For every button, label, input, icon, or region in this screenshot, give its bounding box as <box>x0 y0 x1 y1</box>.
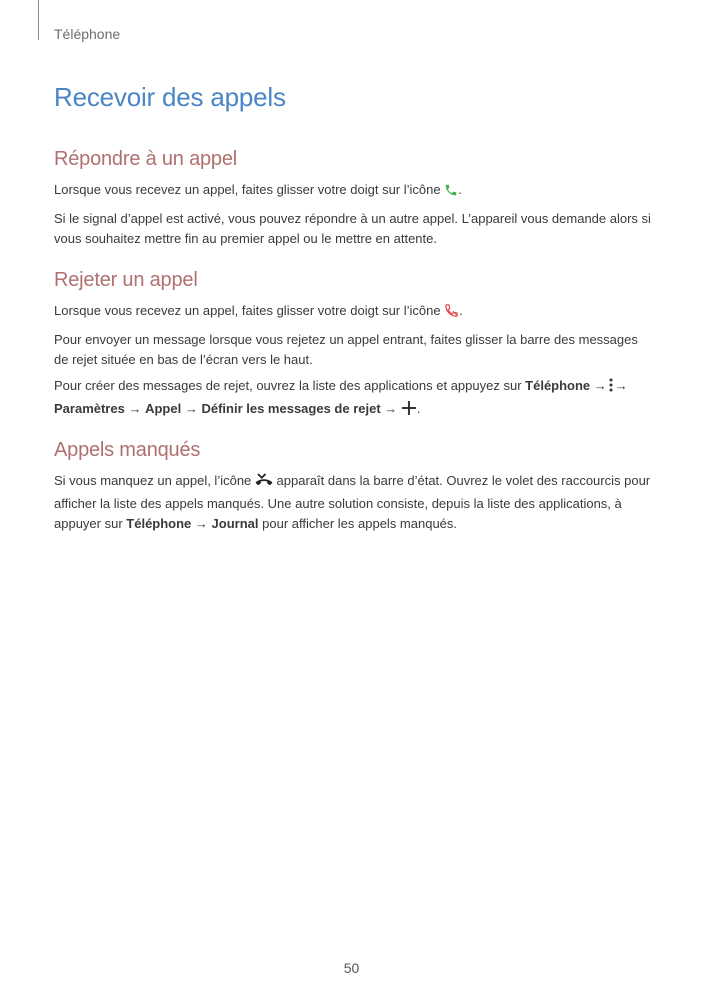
menu-telephone: Téléphone <box>126 516 192 531</box>
missed-p1-start: Si vous manquez un appel, l’icône <box>54 473 252 488</box>
arrow: → <box>128 401 142 416</box>
answer-p1-end: . <box>458 182 462 197</box>
menu-telephone: Téléphone <box>525 378 591 393</box>
answer-paragraph-2: Si le signal d’appel est activé, vous pouvez répondre à un autre appel. L’appareil vous demande alors si vous souhaitez mettre fin au premier appel ou le mettre en attente. <box>54 211 651 246</box>
arrow: → <box>384 401 398 416</box>
section-answer-call <box>54 148 654 255</box>
section-heading-missed: Appels manqués <box>54 439 201 461</box>
reject-p1-end: . <box>459 303 463 318</box>
reject-p3-text: Pour créer des messages de rejet, ouvrez la liste des applications et appuyez sur <box>54 378 522 393</box>
header-section-label: Téléphone <box>54 26 121 42</box>
page-title: Recevoir des appels <box>54 82 286 112</box>
missed-p1-end: pour afficher les appels manqués. <box>262 516 458 531</box>
page-number: 50 <box>343 960 360 976</box>
arrow: → <box>593 378 607 393</box>
phone-accept-icon <box>444 183 458 203</box>
missed-call-icon <box>255 472 273 494</box>
arrow: → <box>614 378 628 393</box>
missed-paragraph-1 <box>54 471 654 534</box>
add-icon <box>401 400 417 422</box>
section-heading-reject: Rejeter un appel <box>54 269 198 291</box>
section-reject-call <box>54 269 654 428</box>
reject-p1-text: Lorsque vous recevez un appel, faites glisser votre doigt sur l’icône <box>54 303 441 318</box>
phone-reject-icon <box>444 303 459 324</box>
menu-definir-messages: Définir les messages de rejet <box>201 401 381 416</box>
reject-p3-end: . <box>416 401 421 416</box>
menu-appel: Appel <box>145 401 182 416</box>
menu-journal: Journal <box>211 516 259 531</box>
section-heading-answer: Répondre à un appel <box>54 148 238 170</box>
more-options-icon <box>607 377 615 399</box>
missed-p1-mid: apparaît dans la barre d’état. Ouvrez le volet des raccourcis pour afficher la liste des appels manqués. Une autre solution consiste, depuis la liste des applications, à appuyer sur <box>54 473 651 531</box>
reject-paragraph-1 <box>54 301 654 324</box>
answer-paragraph-1 <box>54 180 654 203</box>
section-missed-calls <box>54 439 654 540</box>
arrow: → <box>194 516 208 531</box>
menu-parametres: Paramètres <box>54 401 125 416</box>
arrow: → <box>184 401 198 416</box>
reject-paragraph-2: Pour envoyer un message lorsque vous rejetez un appel entrant, faites glisser la barre des messages de rejet située en bas de l’écran vers le haut. <box>54 332 638 367</box>
answer-p1-text: Lorsque vous recevez un appel, faites glisser votre doigt sur l’icône <box>54 182 441 197</box>
header-rule <box>38 0 39 40</box>
reject-paragraph-3 <box>54 376 654 422</box>
